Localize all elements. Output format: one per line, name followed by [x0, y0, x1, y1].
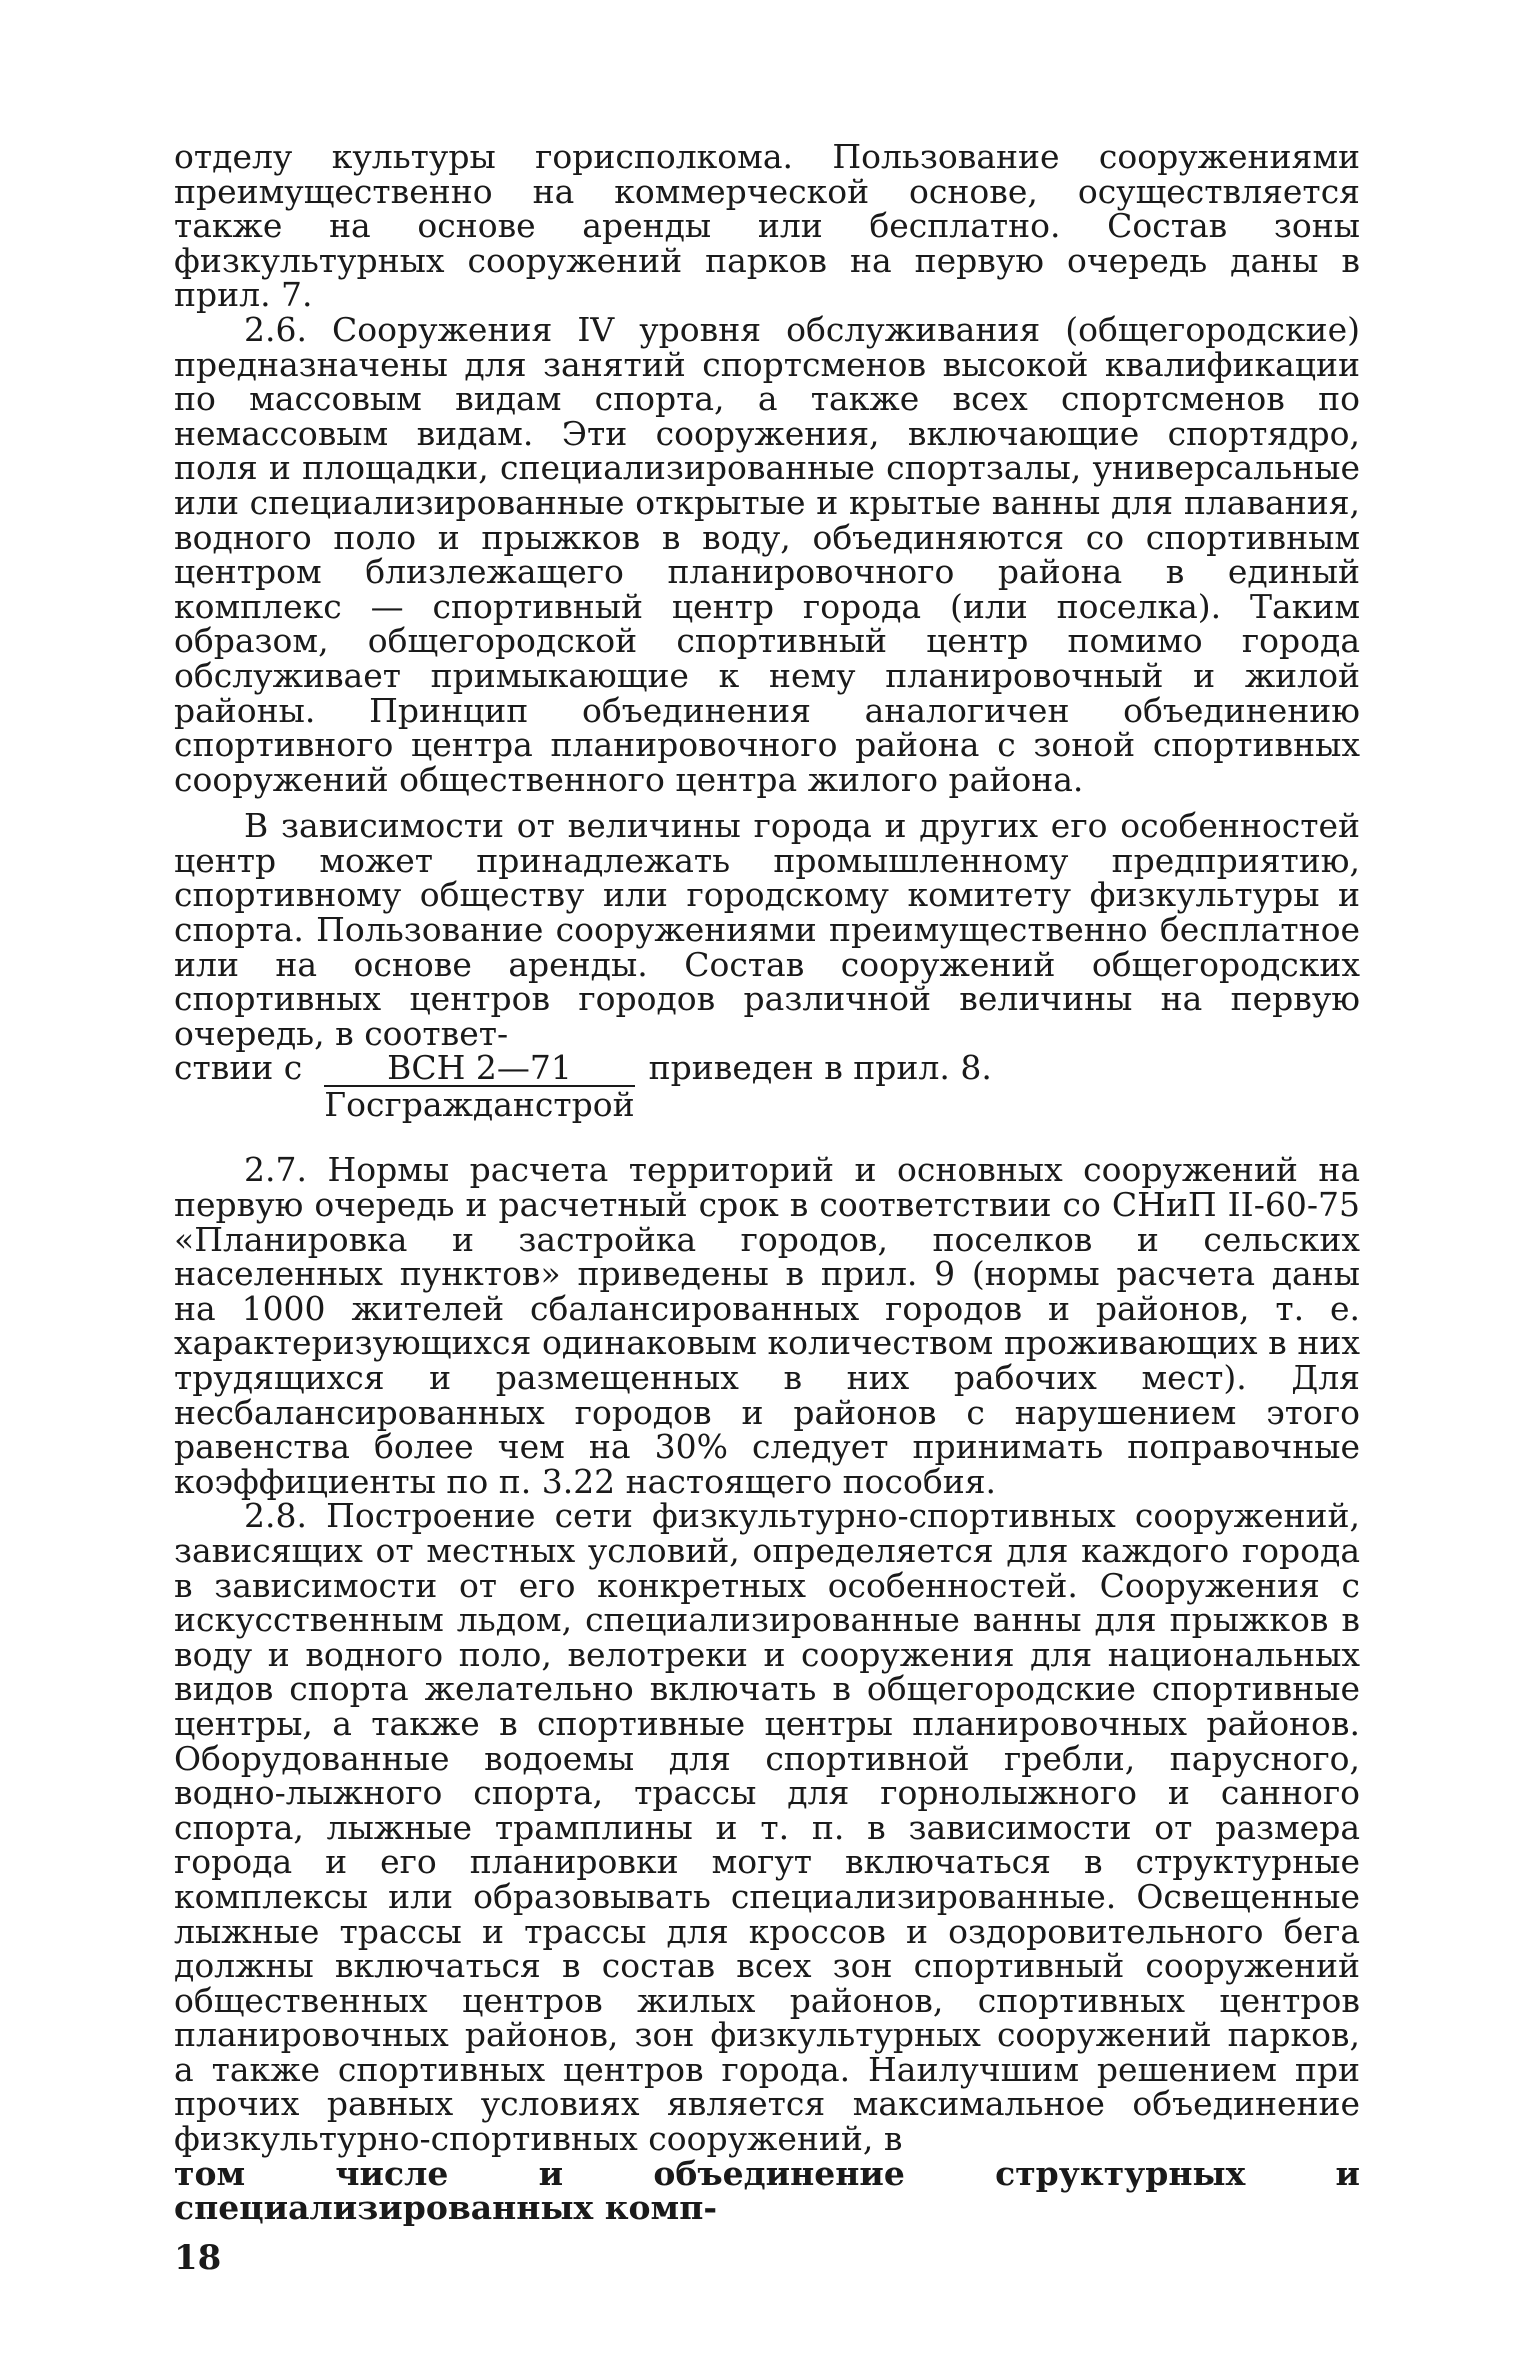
spacer	[174, 1123, 1360, 1153]
paragraph-2-6: 2.6. Сооружения IV уровня обслуживания (общегородские) предназначены для занятий спортсменов высокой квалификации по массовым видам спорта, а также всех спортсменов по немассовым видам. Эти сооружения, включающие спортядро, поля и площадки, специализированные спортзалы, универсальные или специализированные открытые и крытые ванны для плавания, водного поло и прыжков в воду, объединяются со спортивным центром близлежащего планировочного района в единый комплекс — спортивный центр города (или поселка). Таким образом, общегородской спортивный центр помимо города обслуживает примыкающие к нему планировочный и жилой районы. Принцип объединения аналогичен объединению спортивного центра планировочного района с зоной спортивных сооружений общественного центра жилого района.	[174, 309, 1360, 799]
page-number: 18	[174, 2238, 222, 2278]
paragraph-last-line: том числе и объединение структурных и специализированных комп-	[174, 2153, 1360, 2228]
paragraph-2-7: 2.7. Нормы расчета территорий и основных сооружений на первую очередь и расчетный срок в соответствии со СНиП II-60-75 «Планировка и застройка городов, поселков и сельских населенных пунктов» приведены в прил. 9 (нормы расчета даны на 1000 жителей сбалансированных городов и районов, т. е. характеризующихся одинаковым количеством проживающих в них трудящихся и размещенных в них рабочих мест). Для несбалансированных городов и районов с нарушением этого равенства более чем на 30% следует принимать поправочные коэффициенты по п. 3.22 настоящего пособия.	[174, 1150, 1360, 1501]
fraction-numerator: ВСН 2—71	[324, 1051, 634, 1087]
fraction-denominator: Госгражданстрой	[324, 1085, 635, 1125]
paragraph-continuation: отделу культуры горисполкома. Пользование сооружениями преимущественно на коммерческой основе, осуществляется также на основе аренды или бесплатно. Состав зоны физкультурных сооружений парков на первую очередь даны в прил. 7.	[174, 137, 1360, 315]
norm-fraction	[324, 1048, 635, 1125]
fraction-suffix: приведен в прил. 8.	[648, 1048, 992, 1088]
document-page	[174, 137, 1360, 2228]
paragraph-centers: В зависимости от величины города и других его особенностей центр может принадлежать промышленному предприятию, спортивному обществу или городскому комитету физкультуры и спорта. Пользование сооружениями преимущественно бесплатное или на основе аренды. Состав сооружений общегородских спортивных центров городов различной величины на первую очередь, в соответ-	[174, 806, 1360, 1053]
fraction-prefix: ствии с	[174, 1048, 303, 1088]
reference-fraction-line	[174, 1048, 1360, 1125]
paragraph-2-8: 2.8. Построение сети физкультурно-спортивных сооружений, зависящих от местных условий, определяется для каждого города в зависимости от его конкретных особенностей. Сооружения с искусственным льдом, специализированные ванны для прыжков в воду и водного поло, велотреки и сооружения для национальных видов спорта желательно включать в общегородские спортивные центры, а также в спортивные центры планировочных районов. Оборудованные водоемы для спортивной гребли, парусного, водно-лыжного спорта, трассы для горнолыжного и санного спорта, лыжные трамплины и т. п. в зависимости от размера города и его планировки могут включаться в структурные комплексы или образовывать специализированные. Освещенные лыжные трассы и трассы для кроссов и оздоровительного бега должны включаться в состав всех зон спортивный сооружений общественных центров жилых районов, спортивных центров планировочных районов, зон физкультурных сооружений парков, а также спортивных центров города. Наилучшим решением при прочих равных условиях является максимальное объединение физкультурно-спортивных сооружений, в	[174, 1496, 1360, 2159]
